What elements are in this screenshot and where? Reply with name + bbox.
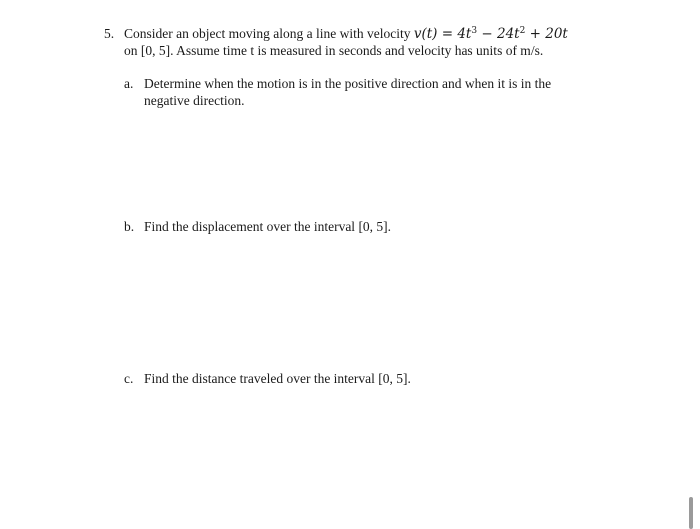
part-b-text: Find the displacement over the interval [0, 5]. <box>144 219 392 234</box>
problem-statement-line-1 <box>124 26 568 42</box>
problem-statement-line-2: on [0, 5]. Assume time t is measured in seconds and velocity has units of m/s. <box>124 43 544 58</box>
part-c-text: Find the distance traveled over the interval [0, 5]. <box>144 371 411 386</box>
part-a-label: a. <box>124 76 134 91</box>
part-a-line-2: negative direction. <box>144 93 245 108</box>
part-a-line-1: Determine when the motion is in the positive direction and when it is in the <box>144 76 552 91</box>
part-c-label: c. <box>124 371 134 386</box>
problem-intro: Consider an object moving along a line with velocity <box>124 26 414 41</box>
part-b-label: b. <box>124 219 135 234</box>
problem-number: 5. <box>104 26 115 41</box>
vertical-scrollbar[interactable] <box>689 497 693 529</box>
velocity-formula: $v(t) = 4t^3 - 24t^2 + 20t$ <box>413 26 568 42</box>
